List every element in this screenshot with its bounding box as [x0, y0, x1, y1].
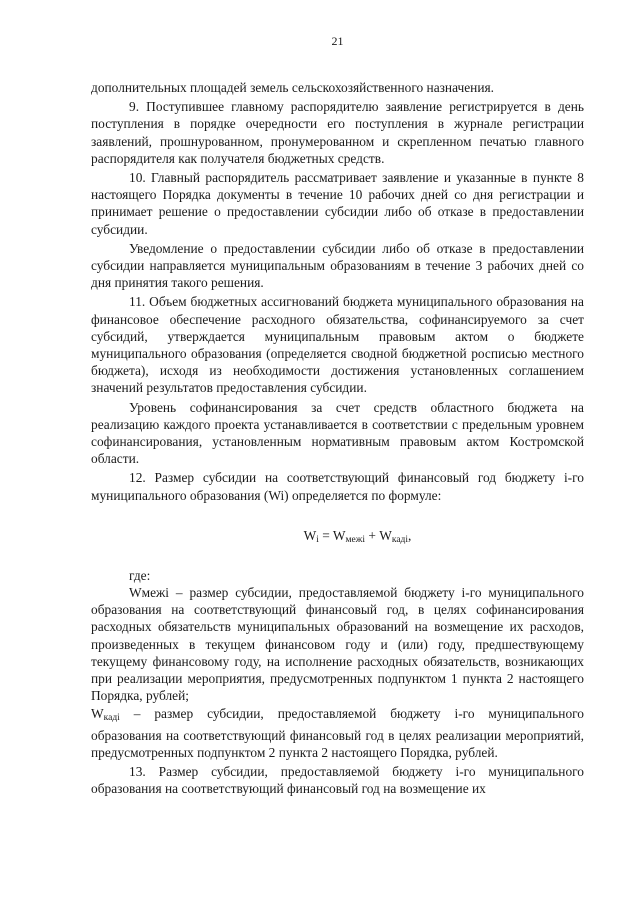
- paragraph-10: 10. Главный распорядитель рассматривает заявление и указанные в пункте 8 настоящего Порядка документы в течение 10 рабочих дней со дня регистрации и принимает решение о предоставлении субсидии либо об отказе в предоставлении субсидии.: [91, 170, 584, 237]
- definition-w-kad-sub: кадi: [103, 712, 120, 723]
- formula-equals: =: [318, 527, 333, 543]
- page-number: 21: [331, 34, 344, 48]
- definition-w-kad-term: W: [91, 705, 104, 721]
- formula-term2-sub: кадi: [391, 534, 409, 545]
- definition-w-mezh-term: Wмежі: [129, 585, 170, 601]
- formula-plus: +: [364, 527, 380, 543]
- paragraph-continuation: дополнительных площадей земель сельскохозяйственного назначения.: [91, 80, 495, 95]
- definition-w-kad-text: – размер субсидии, предоставляемой бюджету i-го муниципального образования на соответствующий финансовый год в целях реализации мероприятий, предусмотренных подпунктом 2 пункта 2 настоящего Порядка, рублей.: [91, 705, 584, 760]
- where-label: где:: [129, 567, 151, 583]
- paragraph-11-cofinancing: Уровень софинансирования за счет средств областного бюджета на реализацию каждого проекта устанавливается в соответствии с предельным уровнем софинансирования, установленным нормативным правовым актом Костромской области.: [91, 399, 584, 467]
- paragraph-10-notice: Уведомление о предоставлении субсидии либо об отказе в предоставлении субсидии направляется муниципальным образованиям в течение 3 рабочих дней со дня принятия такого решения.: [91, 240, 584, 291]
- formula-end: ,: [408, 527, 412, 543]
- subsidy-formula: [91, 528, 584, 545]
- formula-term2: W: [379, 527, 392, 543]
- definition-w-kad: [91, 705, 584, 762]
- definition-w-mezh-text: – размер субсидии, предоставляемой бюджету i-го муниципального образования на соответствующий финансовый год, в целях софинансирования расходных обязательств муниципальных образований на возмещение их расходов, произведенных в текущем финансовом году и (или) году, предшествующему текущему финансовому году, на исполнение расходных обязательств, возникающих при реализации мероприятия, предусмотренных подпунктом 1 пункта 2 настоящего Порядка, рублей;: [91, 585, 584, 704]
- formula-term1: W: [332, 527, 346, 543]
- formula-lhs-sub: i: [316, 534, 319, 545]
- paragraph-13: 13. Размер субсидии, предоставляемой бюджету i-го муниципального образования на соответствующий финансовый год на возмещение их: [91, 764, 584, 797]
- formula-lhs: W: [303, 527, 317, 543]
- paragraph-9: 9. Поступившее главному распорядителю заявление регистрируется в день поступления в порядке очередности его поступления в журнале регистрации заявлений, прошнурованном, пронумерованном и скрепленном печатью главного распорядителя как получателя бюджетных средств.: [91, 99, 584, 166]
- definition-w-mezh: [91, 584, 584, 704]
- formula-term1-sub: межі: [345, 534, 365, 545]
- paragraph-12: 12. Размер субсидии на соответствующий финансовый год бюджету i-го муниципального образования (Wi) определяется по формуле:: [91, 470, 584, 503]
- paragraph-11: 11. Объем бюджетных ассигнований бюджета муниципального образования на финансовое обеспечение расходного обязательства, софинансируемого за счет субсидий, утверждается муниципальным правовым актом о бюджете муниципального образования (определяется сводной бюджетной росписью местного бюджета), исходя из необходимости достижения установленных соглашением значений результатов предоставления субсидии.: [91, 294, 584, 396]
